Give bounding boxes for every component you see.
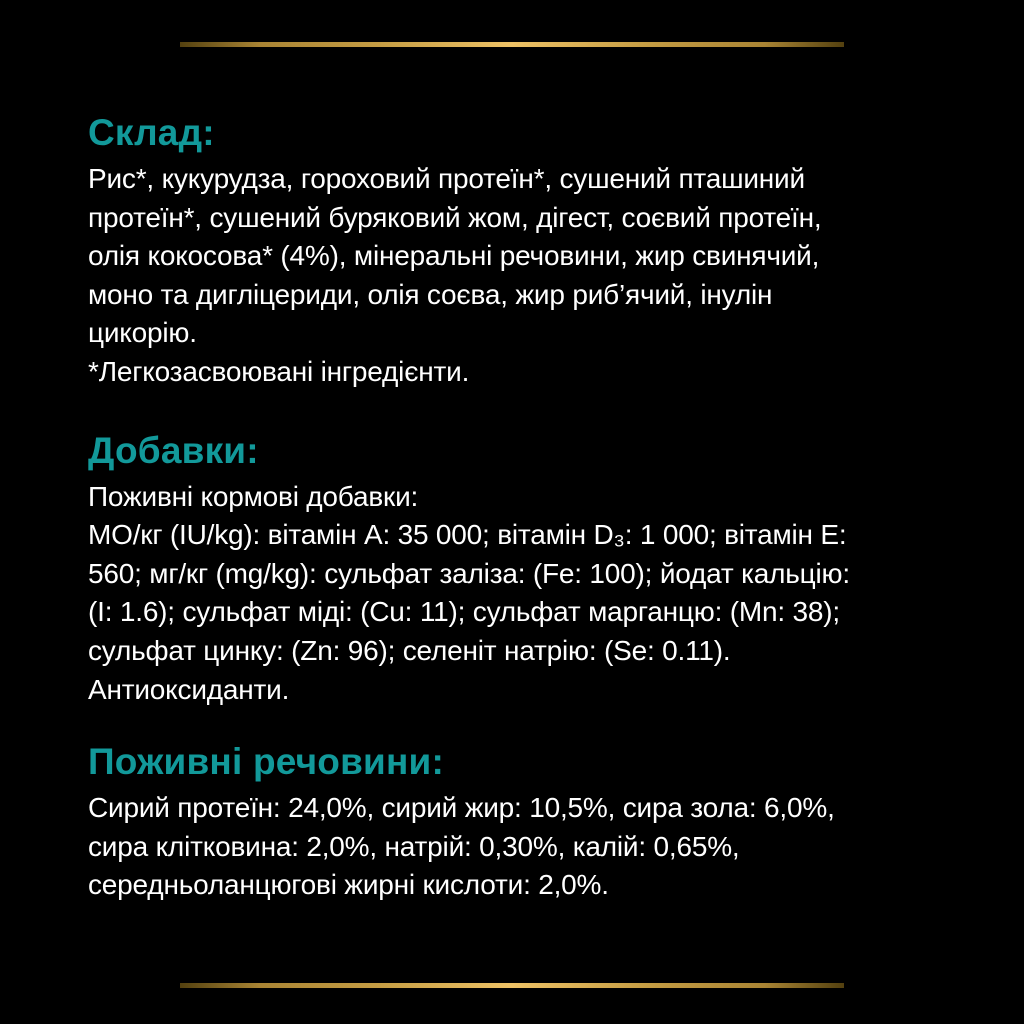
composition-title: Склад: [88,112,215,153]
composition-line: моно та дигліцериди, олія соєва, жир риб’ячий, інулін [88,278,773,310]
additives-line: МО/кг (IU/kg): вітамін A: 35 000; вітамін D₃: 1 000; вітамін E: [88,519,847,551]
nutrients-line: Сирий протеїн: 24,0%, сирий жир: 10,5%, сира зола: 6,0%, [88,792,835,824]
composition-line: Рис*, кукурудза, гороховий протеїн*, сушений пташиний [88,163,805,194]
nutrients-line: сира клітковина: 2,0%, натрій: 0,30%, калій: 0,65%, [88,830,740,862]
additives-line: сульфат цинку: (Zn: 96); селеніт натрію: (Se: 0.11). [88,634,731,666]
section-additives [88,429,958,710]
section-nutrients [88,740,958,905]
additives-line: Антиоксиданти. [88,673,290,705]
additives-line: Поживні кормові добавки: [88,480,419,512]
composition-footnote: *Легкозасвоювані інгредієнти. [88,355,470,387]
additives-line: (I: 1.6); сульфат міді: (Cu: 11); сульфат марганцю: (Mn: 38); [88,596,840,628]
composition-line: цикорію. [88,317,197,349]
label-content [88,111,958,905]
top-gold-divider [180,42,844,47]
nutrients-title: Поживні речовини: [88,741,444,783]
additives-line: 560; мг/кг (mg/kg): сульфат заліза: (Fe: 100); йодат кальцію: [88,557,850,589]
bottom-gold-divider [180,983,844,988]
composition-line: олія кокосова* (4%), мінеральні речовини, жир свинячий, [88,240,820,272]
section-composition [88,111,958,392]
nutrients-line: середньоланцюгові жирні кислоти: 2,0%. [88,869,609,901]
composition-line: протеїн*, сушений буряковий жом, дігест, соєвий протеїн, [88,201,822,233]
additives-title: Добавки: [88,429,259,471]
